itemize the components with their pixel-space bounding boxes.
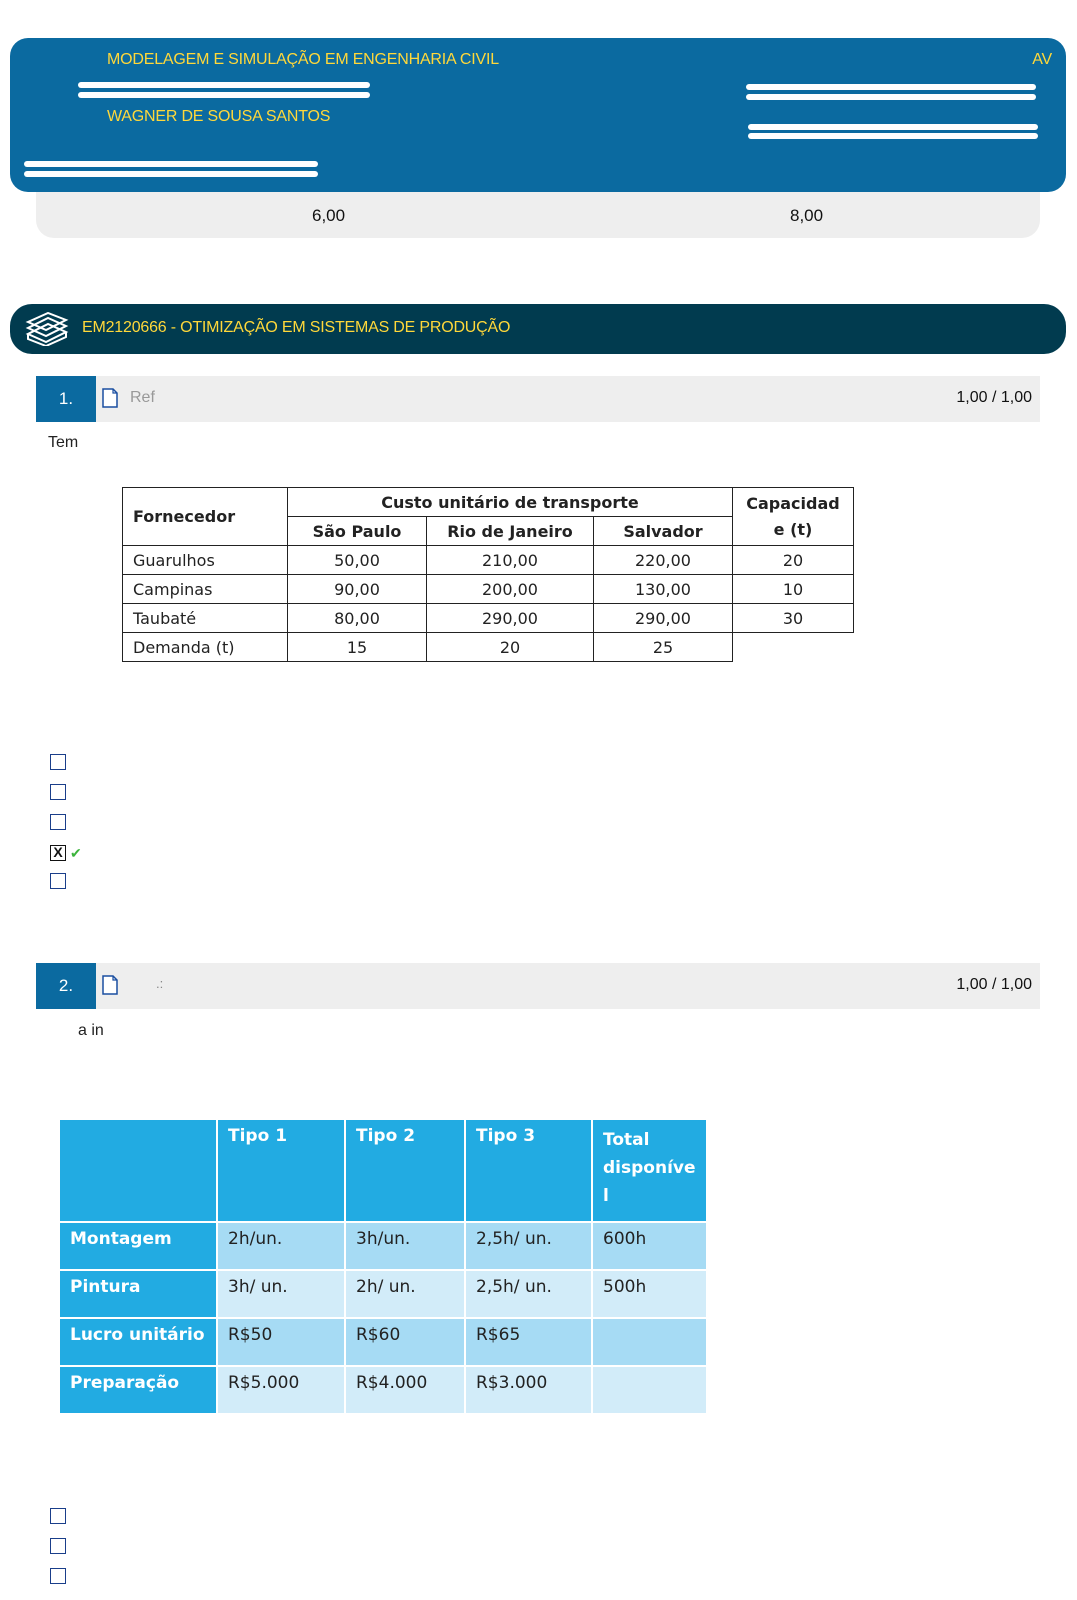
document-icon[interactable] bbox=[102, 388, 118, 408]
table-header: Tipo 2 bbox=[345, 1120, 465, 1222]
answer-checkbox[interactable] bbox=[50, 873, 66, 889]
score-left: 6,00 bbox=[312, 206, 346, 225]
answer-checkbox[interactable] bbox=[50, 814, 66, 830]
table-header: Tipo 1 bbox=[217, 1120, 345, 1222]
question-text: a in bbox=[78, 1022, 104, 1039]
answer-checkbox[interactable] bbox=[50, 784, 66, 800]
score-right: 8,00 bbox=[790, 206, 824, 225]
table-header: Custo unitário de transporte bbox=[288, 488, 733, 517]
document-icon[interactable] bbox=[102, 975, 118, 995]
course-banner bbox=[10, 304, 1066, 354]
student-name: WAGNER DE SOUSA SANTOS bbox=[107, 108, 331, 125]
question-2-header bbox=[36, 963, 1040, 1009]
table-row: Preparação R$5.000 R$4.000 R$3.000 bbox=[60, 1366, 707, 1414]
redaction-bar bbox=[746, 84, 1036, 90]
transport-cost-table bbox=[122, 487, 854, 662]
answer-checkbox-checked[interactable]: X bbox=[50, 845, 66, 861]
answer-checkbox[interactable] bbox=[50, 1568, 66, 1584]
table-row: Campinas 90,00 200,00 130,00 10 bbox=[123, 575, 854, 604]
correct-check-icon: ✔ bbox=[70, 845, 82, 861]
production-table bbox=[60, 1120, 708, 1415]
redaction-bar bbox=[746, 94, 1036, 100]
table-row: Guarulhos 50,00 210,00 220,00 20 bbox=[123, 546, 854, 575]
table-row: Taubaté 80,00 290,00 290,00 30 bbox=[123, 604, 854, 633]
redaction-bar bbox=[78, 82, 370, 88]
table-row: Demanda (t) 15 20 25 bbox=[123, 633, 854, 662]
course-name: MODELAGEM E SIMULAÇÃO EM ENGENHARIA CIVIL bbox=[107, 51, 499, 68]
table-header: Salvador bbox=[594, 517, 733, 546]
question-ref: .: bbox=[156, 976, 164, 991]
score-bar bbox=[36, 192, 1040, 238]
answer-checkbox[interactable] bbox=[50, 1538, 66, 1554]
question-score: 1,00 / 1,00 bbox=[956, 976, 1032, 993]
exam-type: AV bbox=[1032, 51, 1052, 68]
table-header: Rio de Janeiro bbox=[427, 517, 594, 546]
table-row: Pintura 3h/ un. 2h/ un. 2,5h/ un. 500h bbox=[60, 1270, 707, 1318]
exam-header bbox=[10, 38, 1066, 192]
table-row: Lucro unitário R$50 R$60 R$65 bbox=[60, 1318, 707, 1366]
redaction-bar bbox=[24, 171, 318, 177]
redaction-bar bbox=[748, 133, 1038, 139]
course-title: EM2120666 - OTIMIZAÇÃO EM SISTEMAS DE PRODUÇÃO bbox=[82, 319, 511, 336]
question-ref: Ref bbox=[130, 389, 155, 406]
table-header: São Paulo bbox=[288, 517, 427, 546]
redaction-bar bbox=[748, 124, 1038, 130]
table-header: Capacidad e (t) bbox=[733, 488, 854, 546]
table-header bbox=[60, 1120, 217, 1222]
table-header: Tipo 3 bbox=[465, 1120, 592, 1222]
question-1-header bbox=[36, 376, 1040, 422]
answer-checkbox[interactable] bbox=[50, 754, 66, 770]
question-number: 2. bbox=[36, 963, 96, 1009]
answer-checkbox[interactable] bbox=[50, 1508, 66, 1524]
question-text: Tem bbox=[48, 434, 79, 451]
table-row: Montagem 2h/un. 3h/un. 2,5h/ un. 600h bbox=[60, 1222, 707, 1270]
table-header: Total disponíve l bbox=[592, 1120, 707, 1222]
redaction-bar bbox=[78, 92, 370, 98]
question-number: 1. bbox=[36, 376, 96, 422]
table-header: Fornecedor bbox=[123, 488, 288, 546]
books-icon bbox=[24, 312, 70, 346]
question-score: 1,00 / 1,00 bbox=[956, 389, 1032, 406]
redaction-bar bbox=[24, 161, 318, 167]
